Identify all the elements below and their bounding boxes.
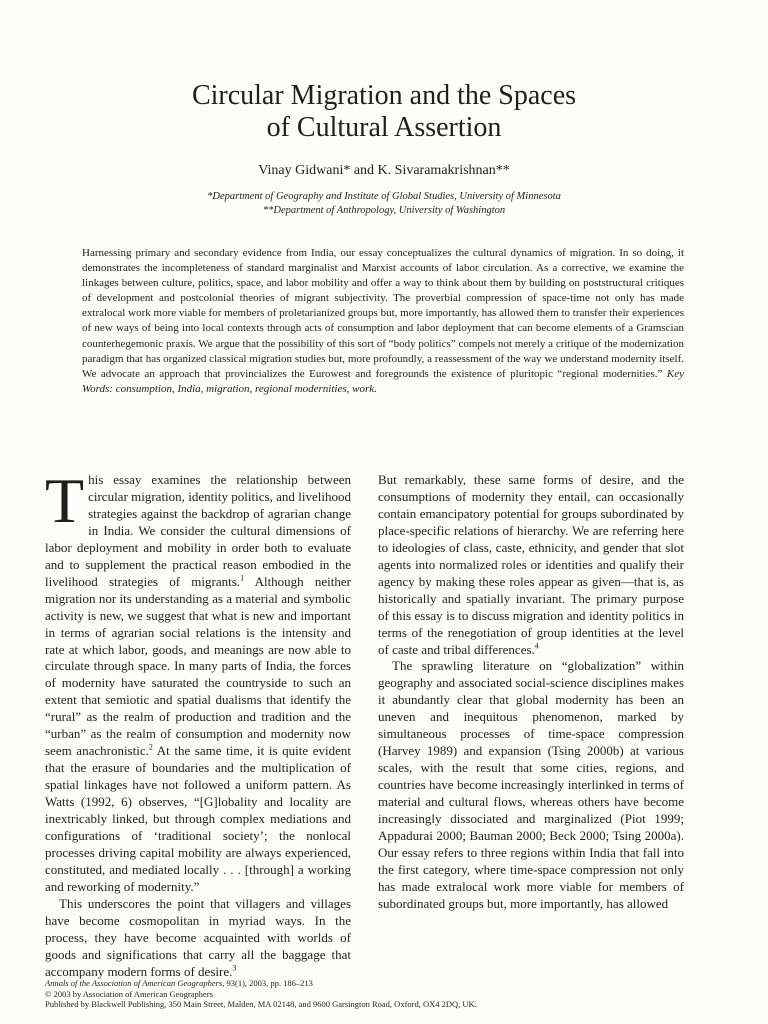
body-text: his essay examines the relationship between circular migration, identity politics, and livelihood strategies against the backdrop of agrarian change in India. We consider the cultural dimensions of labor deployment and mobility in order both to evaluate and to supplement the practical reason embodied in the livelihood strategies of migrants.: [45, 472, 351, 589]
citation-details: , 93(1), 2003, pp. 186–213: [222, 978, 313, 988]
body-text: Although neither migration nor its understanding as a material and symbolic activity is new, we suggest that what is new and important in terms of agrarian social relations is the intensity and rate at which labor, goods, and meanings are now able to circulate through space. In many parts of India, the forces of modernity have saturated the countryside to such an extent that semiotic and spatial dualisms that identify the “rural” as the realm of production and tradition and the “urban” as the realm of consumption and modernity now seem anachronistic.: [45, 573, 351, 759]
footnote-ref-4[interactable]: 4: [534, 641, 539, 651]
abstract-text: Harnessing primary and secondary evidence from India, our essay conceptualizes the cultural dynamics of migration. In so doing, it demonstrates the incompleteness of standard marginalist and Marxist accounts of labor circulation. As a corrective, we examine the linkages between culture, politics, space, and labor mobility and offer a way to think about them by building on poststructural critiques of development and postcolonial theories of migrant subjectivity. The proverbial compression of space-time not only has made extralocal work more viable for members of proletarianized groups but, more importantly, has allowed them to transfer their experiences of new ways of being into local contexts through acts of consumption and labor deployment that can become elements of a Gramscian counterhegemonic praxis. We argue that the possibility of this sort of “body politics” compels not merely a critique of the modernization paradigm that has organized classical migration studies but, more profoundly, a reassessment of the way we understand modernity itself. We advocate an approach that provincializes the Eurowest and foregrounds the existence of pluritopic “regional modernities.”: [82, 247, 684, 380]
affiliation-1: *Department of Geography and Institute of Global Studies, University of Minnesota: [207, 191, 561, 202]
article-title-line-2: of Cultural Assertion: [266, 112, 502, 143]
footnote-ref-1[interactable]: 1: [240, 573, 245, 583]
citation-line: [45, 978, 705, 989]
body-paragraph-3: The sprawling literature on “globalization” within geography and associated social-science disciplines makes it abundantly clear that global modernity has been an uneven and inequitous phenomenon, marked by simultaneous processes of time-space compression (Harvey 1989) and expansion (Tsing 2000b) at various scales, with the result that some cities, regions, and countries have become increasingly interlinked in terms of material and cultural flows, whereas others have become increasingly dissociated and marginalized (Piot 1999; Appadurai 2000; Bauman 2000; Beck 2000; Tsing 2000a). Our essay refers to three regions within India that fall into the first category, where time-space compression not only has made extralocal work more viable for members of subordinated groups but, more importantly, has allowed: [378, 658, 684, 911]
footnote-ref-3[interactable]: 3: [232, 963, 237, 973]
author-list: Vinay Gidwani* and K. Sivaramakrishnan**: [258, 163, 510, 178]
drop-cap: T: [45, 465, 85, 536]
body-text: At the same time, it is quite evident that the erasure of boundaries and the multiplication of spatial linkages have not followed a uniform pattern. As Watts (1992, 6) observes, “[G]lobality and locality are inextricably linked, but through complex mediations and configurations of ‘traditional society’; the nonlocal processes driving capital mobility are always experienced, constituted, and mediated locally . . . [through] a working and reworking of modernity.”: [45, 743, 351, 894]
body-text: But remarkably, these same forms of desire, and the consumptions of modernity they entail, can occasionally contain emancipatory potential for groups subordinated by place-specific relations of hierarchy. We are referring here to ideologies of class, caste, ethnicity, and gender that slot agents into normalized roles or identities and qualify their agency by making these roles appear as given—that is, as historically and spatially invariant. The primary purpose of this essay is to discuss migration and identity politics in terms of the renegotiation of group identities at the level of caste and tribal differences.: [378, 472, 684, 657]
article-title-line-1: Circular Migration and the Spaces: [191, 80, 577, 111]
publisher-line: Published by Blackwell Publishing, 350 Main Street, Malden, MA 02148, and 9600 Garsington Road, Oxford, OX4 2DQ, UK.: [45, 999, 477, 1009]
body-text: This underscores the point that villagers and villages have become cosmopolitan in myriad ways. In the process, they have become acquainted with worlds of goods and significations that carry all the baggage that accompany modern forms of desire.: [45, 895, 351, 979]
copyright-line: © 2003 by Association of American Geographers: [45, 988, 213, 999]
affiliations: [0, 190, 768, 218]
body-column-left: [45, 465, 351, 981]
page-footer: [45, 978, 705, 1010]
journal-name: Annals of the Association of American Geographers: [45, 978, 223, 988]
body-column-right: [378, 472, 684, 913]
body-paragraph-2: [45, 896, 351, 981]
footnote-ref-2[interactable]: 2: [148, 742, 153, 752]
body-paragraph-2-continued: [378, 472, 684, 658]
article-title: [0, 80, 768, 144]
keywords: Key Words: consumption, India, migration, regional modernities, work.: [82, 367, 684, 395]
affiliation-2: **Department of Anthropology, University of Washington: [262, 205, 506, 216]
abstract: [82, 246, 684, 397]
body-paragraph-1: [45, 465, 351, 896]
